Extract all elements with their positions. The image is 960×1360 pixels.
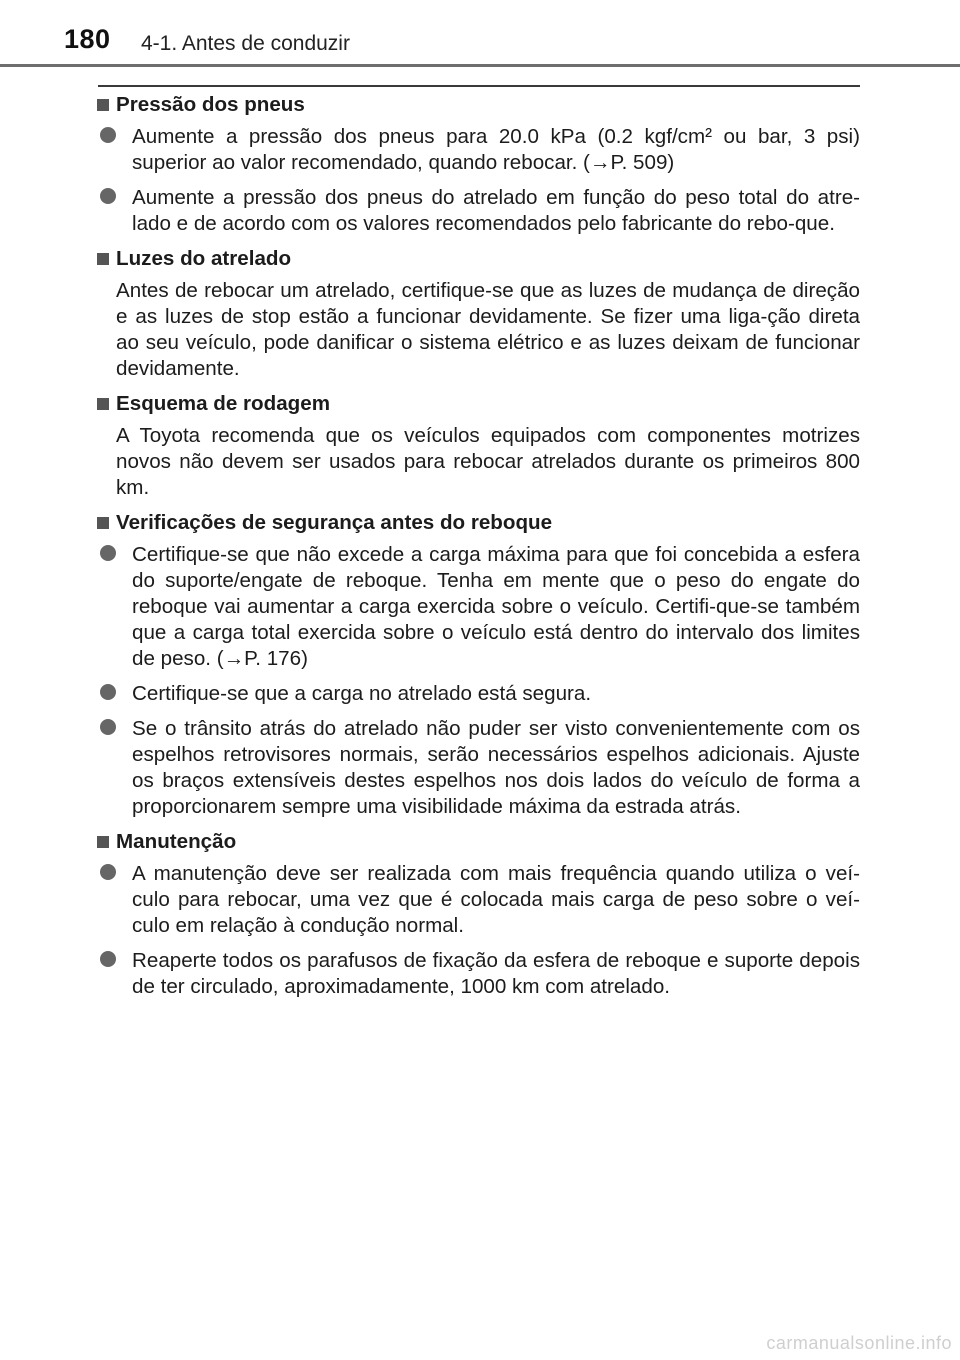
section-safety-checks — [95, 510, 860, 820]
circle-bullet-icon — [100, 684, 116, 700]
section-trailer-lights — [95, 246, 860, 382]
section-heading: Luzes do atrelado — [95, 246, 860, 272]
bullet-text: A manutenção deve ser realizada com mais frequência quando utiliza o veí-culo para rebocar, uma vez que é colocada mais carga de peso sobre o veí-culo em relação à condução normal. — [132, 862, 860, 937]
circle-bullet-icon — [100, 864, 116, 880]
content-divider — [98, 85, 860, 87]
bullet-text: Reaperte todos os parafusos de fixação da esfera de reboque e suporte depois de ter circulado, aproximadamente, 1000 km com atrelado. — [132, 949, 860, 998]
circle-bullet-icon — [100, 719, 116, 735]
bullet-item — [95, 542, 860, 672]
circle-bullet-icon — [100, 951, 116, 967]
bullet-text: Se o trânsito atrás do atrelado não puder ser visto convenientemente com os espelhos retrovisores normais, serão necessários espelhos adicionais. Ajuste os braços extensíveis destes espelhos nos dois lados do veículo de forma a proporcionarem sempre uma visibilidade máxima da estrada atrás. — [132, 717, 860, 818]
circle-bullet-icon — [100, 188, 116, 204]
circle-bullet-icon — [100, 127, 116, 143]
page-content — [95, 92, 860, 1009]
circle-bullet-icon — [100, 545, 116, 561]
page-number: 180 — [64, 24, 111, 54]
bullet-item — [95, 185, 860, 237]
square-bullet-icon — [97, 253, 109, 265]
section-paragraph: Antes de rebocar um atrelado, certifique-se que as luzes de mudança de direção e as luzes de stop estão a funcionar devidamente. Se fizer uma liga-ção direta ao seu veículo, pode danificar o sistema elétrico e as luzes deixam de funcionar devidamente. — [116, 279, 860, 380]
section-heading: Verificações de segurança antes do reboque — [95, 510, 860, 536]
square-bullet-icon — [97, 836, 109, 848]
section-break-in — [95, 391, 860, 501]
bullet-text: Aumente a pressão dos pneus para 20.0 kPa (0.2 kgf/cm² ou bar, 3 psi) superior ao valor recomendado, quando rebocar. (→P. 509) — [132, 125, 860, 174]
square-bullet-icon — [97, 398, 109, 410]
page-header — [0, 0, 960, 70]
bullet-text: Certifique-se que não excede a carga máxima para que foi concebida a esfera do suporte/engate de reboque. Tenha em mente que o peso do engate do reboque vai aumentar a carga exercida sobre o veículo. Certifi-que-se também que a carga total exercida sobre o veículo está dentro do intervalo dos limites de peso. (→P. 176) — [132, 543, 860, 670]
section-heading: Esquema de rodagem — [95, 391, 860, 417]
square-bullet-icon — [97, 99, 109, 111]
bullet-text: Certifique-se que a carga no atrelado está segura. — [132, 682, 592, 705]
section-maintenance — [95, 829, 860, 1000]
bullet-item — [95, 681, 860, 707]
bullet-item — [95, 716, 860, 820]
footer-watermark: carmanualsonline.info — [766, 1333, 952, 1353]
square-bullet-icon — [97, 517, 109, 529]
section-tire-pressure — [95, 92, 860, 237]
section-heading: Pressão dos pneus — [95, 92, 860, 118]
header-divider — [0, 64, 960, 67]
section-paragraph: A Toyota recomenda que os veículos equipados com componentes motrizes novos não devem ser usados para rebocar atrelados durante os primeiros 800 km. — [116, 424, 860, 499]
bullet-text: Aumente a pressão dos pneus do atrelado em função do peso total do atre-lado e de acordo com os valores recomendados pelo fabricante do rebo-que. — [132, 186, 860, 235]
section-heading: Manutenção — [95, 829, 860, 855]
bullet-item — [95, 948, 860, 1000]
bullet-item — [95, 124, 860, 176]
section-title: 4-1. Antes de conduzir — [141, 32, 350, 55]
bullet-item — [95, 861, 860, 939]
